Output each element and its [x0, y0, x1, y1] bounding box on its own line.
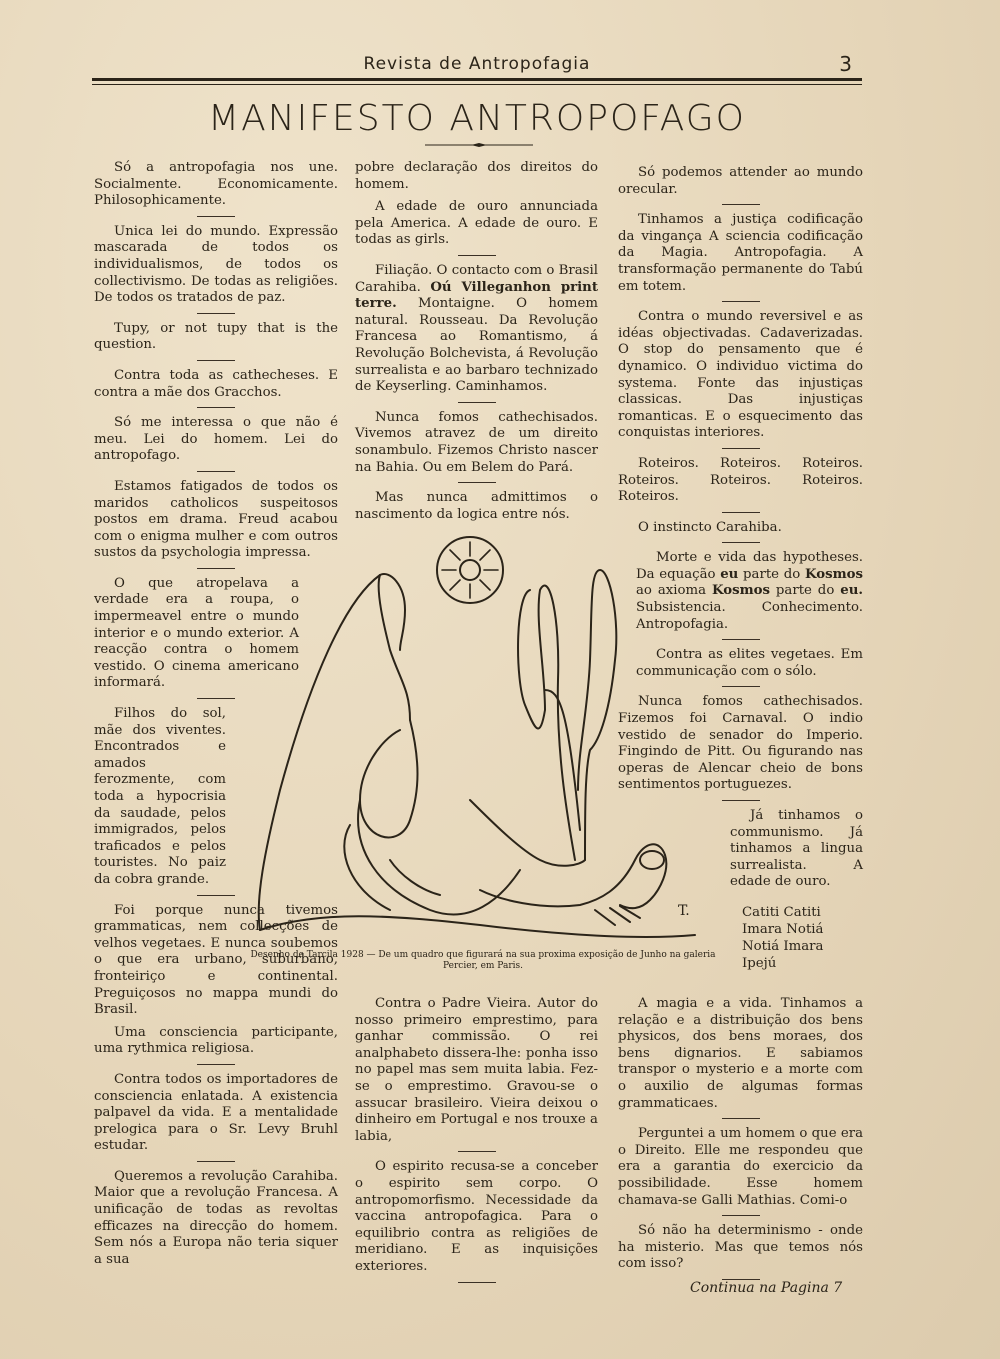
- separator: [197, 698, 235, 699]
- paragraph: O instincto Carahiba.: [638, 519, 782, 535]
- separator: [722, 448, 760, 449]
- text-span: Filiação. O contacto com o Brasil Carahiba.: [355, 262, 598, 295]
- poem: [742, 904, 823, 972]
- paragraph: O que atropelava a verdade era a roupa, o impermeavel entre o mundo interior e o mundo exterior. A reacção contra o homem vestido. O cinema americano informará.: [94, 575, 299, 691]
- separator: [722, 1118, 760, 1119]
- drawing-caption: Desenho de Tarcila 1928 — De um quadro que figurará na sua proxima exposição de Junho na galeria Percier, em Paris.: [250, 950, 716, 971]
- paragraph: Filhos do sol, mãe dos viventes. Encontrados e amados ferozmente, com toda a hypocrisia da saudade, pelos immigrados, pelos traficados e pelos touristes. No paiz da cobra grande.: [94, 706, 226, 887]
- column-2-lower: [355, 996, 598, 1290]
- paragraph: Já tinhamos o communismo. Já tinhamos a lingua surrealista. A edade de ouro.: [730, 808, 863, 890]
- separator: [197, 895, 235, 896]
- column-2: [355, 160, 598, 529]
- paragraph: Contra todos os importadores de consciencia enlatada. A existencia palpavel da vida. E a mentalidade prelogica para o Sr. Levy Bruhl estudar.: [94, 1071, 338, 1154]
- header-rule-thick: [92, 78, 862, 81]
- bold-term: Kosmos: [711, 583, 770, 599]
- separator: [197, 471, 235, 472]
- text-span: Subsistencia. Conhecimento. Antropofagia.: [636, 600, 863, 632]
- poem-line: Notiá Imara: [742, 939, 824, 954]
- text-span: parte do: [770, 583, 841, 599]
- manifesto-headline: MANIFESTO ANTROPOFAGO: [208, 98, 746, 139]
- paragraph: pobre declaração dos direitos do homem.: [355, 160, 598, 192]
- separator: [458, 402, 496, 403]
- paragraph: Tinhamos a justiça codificação da vingança A sciencia codificação da Magia. Antropofagia. A transformação permanente do Tabú em totem.: [618, 212, 863, 294]
- abaporu-line-drawing: [240, 530, 720, 950]
- separator: [722, 301, 760, 302]
- paragraph: Só me interessa o que não é meu. Lei do homem. Lei do antropofago.: [94, 415, 338, 464]
- separator: [197, 313, 235, 314]
- separator: [458, 1151, 496, 1152]
- column-3-lower: [618, 996, 863, 1287]
- paragraph: Tupy, or not tupy that is the question.: [94, 320, 338, 353]
- separator: [722, 686, 760, 687]
- paragraph: Contra toda as cathecheses. E contra a mãe dos Gracchos.: [94, 367, 338, 400]
- page-number: 3: [839, 52, 852, 76]
- poem-line: Imara Notiá: [742, 922, 824, 937]
- bold-term: Kosmos: [804, 566, 863, 582]
- paragraph: Foi porque nunca tivemos grammaticas, nem collecções de velhos vegetaes. E nunca soubemos o que era urbano, suburbano, fronteiriço e continental. Preguiçosos no mappa mundi do Brasil.: [94, 902, 338, 1018]
- paragraph: Só podemos attender ao mundo orecular.: [618, 165, 863, 197]
- text-span: Morte e vida das hypotheses. Da equação: [636, 550, 863, 582]
- paragraph: Unica lei do mundo. Expressão mascarada de todos os individualismos, de todos os collectivismo. De todas as religiões. De todos os tratados de paz.: [94, 223, 338, 306]
- separator: [197, 360, 235, 361]
- paragraph: Mas nunca admittimos o nascimento da logica entre nós.: [355, 490, 598, 522]
- separator: [197, 407, 235, 408]
- separator: [722, 800, 760, 801]
- separator: [722, 204, 760, 205]
- paragraph: Queremos a revolução Carahiba. Maior que a revolução Francesa. A unificação de todas as revoltas efficazes na direcção do homem. Sem nós a Europa não teria siquer a sua: [94, 1168, 338, 1267]
- separator: [722, 542, 760, 543]
- paragraph: Só não ha determinismo - onde ha misterio. Mas que temos nós com isso?: [618, 1223, 863, 1272]
- bold-term: eu.: [840, 583, 863, 599]
- separator: [458, 482, 496, 483]
- bold-term: eu: [720, 566, 739, 582]
- magazine-title: Revista de Antropofagia: [363, 54, 591, 74]
- paragraph: Contra o Padre Vieira. Autor do nosso primeiro emprestimo, para ganhar commissão. O rei analphabeto dissera-lhe: ponha isso no papel mas sem muita labia. Fez-se o emprestimo. Gravou-se o assucar brasileiro. Vieira deixou o dinheiro em Portugal e nos trouxe a labia,: [355, 996, 598, 1144]
- headline-ornament: [425, 143, 533, 147]
- paragraph: O espirito recusa-se a conceber o espirito sem corpo. O antropomorfismo. Necessidade da vaccina antropofagica. Para o equilibrio contra as religiões de meridiano. E as inquisições exteriores.: [355, 1159, 598, 1274]
- paragraph: Nunca fomos cathechisados. Vivemos atravez de um direito sonambulo. Fizemos Christo nascer na Bahia. Ou em Belem do Pará.: [355, 409, 598, 475]
- paragraph: A edade de ouro annunciada pela America. A edade de ouro. E todas as girls.: [355, 199, 598, 248]
- text-span: ao axioma: [636, 583, 712, 599]
- separator: [197, 1064, 235, 1065]
- separator: [722, 639, 760, 640]
- paragraph: Nunca fomos cathechisados. Fizemos foi Carnaval. O indio vestido de senador do Imperio. Fingindo de Pitt. Ou figurando nas operas de Alencar cheio de bons sentimentos portuguezes.: [618, 694, 863, 793]
- separator: [722, 512, 760, 513]
- paragraph: Só a antropofagia nos une. Socialmente. Economicamente. Philosophicamente.: [94, 160, 338, 209]
- separator: [197, 568, 235, 569]
- paragraph: Roteiros. Roteiros. Roteiros. Roteiros. Roteiros. Roteiros. Roteiros.: [618, 455, 863, 505]
- paragraph: [355, 263, 598, 396]
- separator: [458, 255, 496, 256]
- separator: [722, 1215, 760, 1216]
- poem-line: Catiti Catiti: [742, 905, 821, 920]
- text-span: parte do: [738, 566, 805, 582]
- poem-line: Ipejú: [742, 956, 777, 971]
- drawing-signature: T.: [678, 903, 690, 919]
- paragraph: Estamos fatigados de todos os maridos catholicos suspeitosos postos em drama. Freud acabou com o enigma mulher e com outros sustos da psychologia impressa.: [94, 478, 338, 561]
- paragraph: Contra o mundo reversivel e as idéas objectivadas. Cadaverizadas. O stop do pensamento que é dynamico. O individuo victima do systema. Fonte das injustiças classicas. Das injustiças romanticas. E o esquecimento das conquistas interiores.: [618, 309, 863, 441]
- header-rule-thin: [92, 84, 862, 85]
- continued-note: Continua na Pagina 7: [690, 1280, 843, 1296]
- bold-quote: Oú Villeganhon print terre.: [355, 279, 598, 312]
- separator: [458, 1282, 496, 1283]
- separator: [197, 1161, 235, 1162]
- paragraph: Contra as elites vegetaes. Em communicação com o sólo.: [636, 647, 863, 679]
- paragraph: Uma consciencia participante, uma rythmica religiosa.: [94, 1024, 338, 1057]
- text-span: Montaigne. O homem natural. Rousseau. Da Revolução Francesa ao Romantismo, á Revolução Bolchevista, á Revolução surrealista e ao barbaro technizado de Keyserling. Caminhamos.: [355, 296, 598, 395]
- separator: [197, 216, 235, 217]
- paragraph: A magia e a vida. Tinhamos a relação e a distribuição dos bens physicos, dos bens moraes, dos bens dignarios. E sabiamos transpor o mysterio e a morte com o auxilio de algumas formas grammaticaes.: [618, 996, 863, 1111]
- paragraph: Perguntei a um homem o que era o Direito. Elle me respondeu que era a garantia do exercicio da possibilidade. Esse homem chamava-se Galli Mathias. Comi-o: [618, 1126, 863, 1208]
